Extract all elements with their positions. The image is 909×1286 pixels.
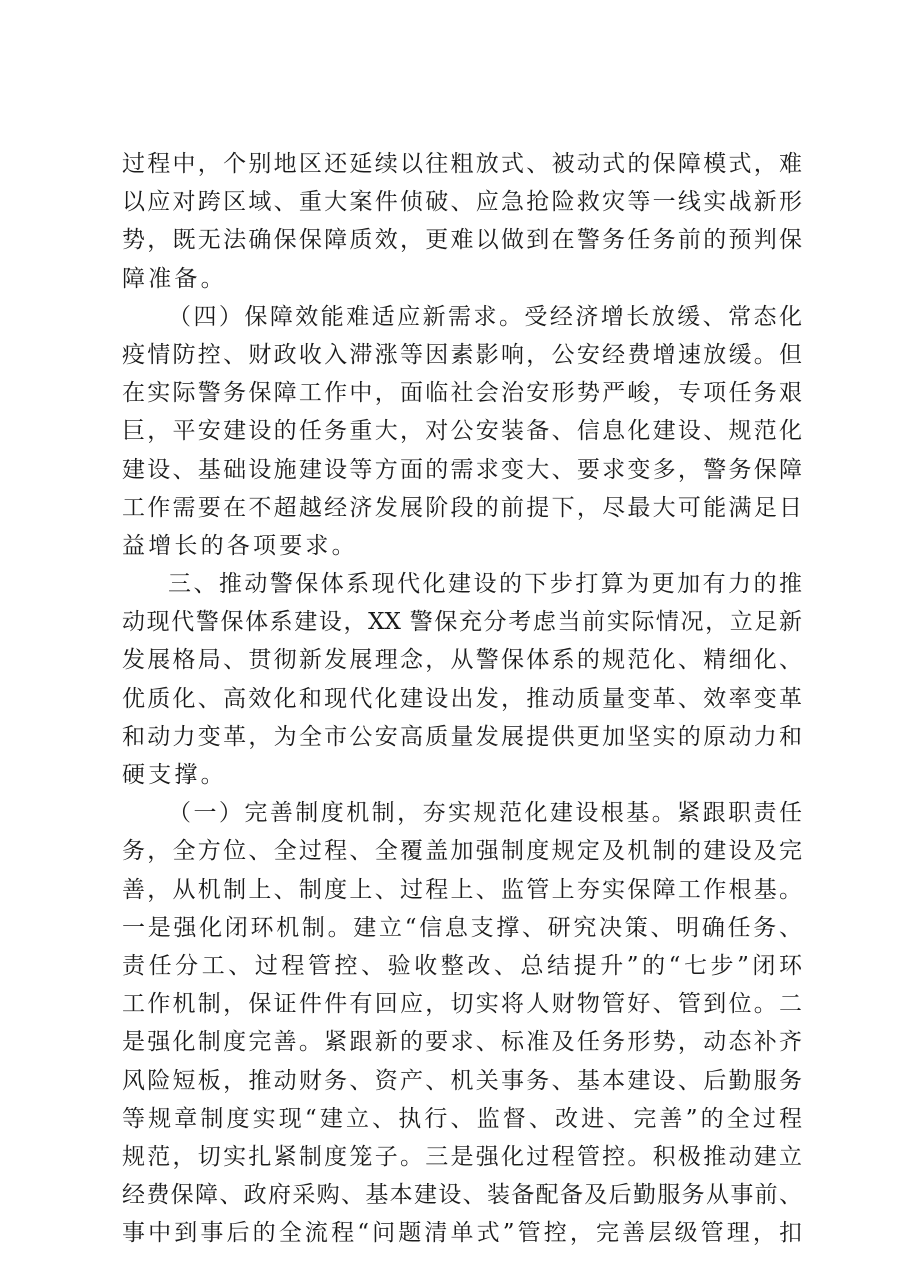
text-line: 责任分工、过程管控、验收整改、总结提升”的“七步”闭环 bbox=[122, 952, 802, 979]
text-line: 三、推动警保体系现代化建设的下步打算为更加有力的推 bbox=[168, 571, 802, 598]
text-line: 以应对跨区域、重大案件侦破、应急抢险救灾等一线实战新形 bbox=[122, 189, 802, 216]
document-body bbox=[122, 145, 802, 1252]
text-line: 动现代警保体系建设，XX 警保充分考虑当前实际情况，立足新 bbox=[122, 609, 802, 636]
text-line: 疫情防控、财政收入滞涨等因素影响，公安经费增速放缓。但 bbox=[122, 341, 802, 368]
text-line: 工作需要在不超越经济发展阶段的前提下，尽最大可能满足日 bbox=[122, 494, 802, 521]
text-line: 势，既无法确保保障质效，更难以做到在警务任务前的预判保 bbox=[122, 227, 802, 254]
text-line: 善，从机制上、制度上、过程上、监管上夯实保障工作根基。 bbox=[122, 876, 802, 903]
text-line: 规范，切实扎紧制度笼子。三是强化过程管控。积极推动建立 bbox=[122, 1143, 802, 1170]
text-line: 一是强化闭环机制。建立“信息支撑、研究决策、明确任务、 bbox=[122, 914, 802, 941]
text-line: 务，全方位、全过程、全覆盖加强制度规定及机制的建设及完 bbox=[122, 838, 802, 865]
text-line: 建设、基础设施建设等方面的需求变大、要求变多，警务保障 bbox=[122, 456, 802, 483]
text-line: 益增长的各项要求。 bbox=[122, 532, 358, 559]
text-line: 过程中，个别地区还延续以往粗放式、被动式的保障模式，难 bbox=[122, 151, 802, 177]
text-line: （四）保障效能难适应新需求。受经济增长放缓、常态化 bbox=[168, 303, 802, 330]
text-line: 工作机制，保证件件有回应，切实将人财物管好、管到位。二 bbox=[122, 991, 802, 1018]
text-line: 在实际警务保障工作中，面临社会治安形势严峻，专项任务艰 bbox=[122, 380, 802, 407]
text-line: 事中到事后的全流程“问题清单式”管控，完善层级管理，扣 bbox=[122, 1220, 802, 1247]
text-line: 巨，平安建设的任务重大，对公安装备、信息化建设、规范化 bbox=[122, 418, 802, 445]
text-line: 是强化制度完善。紧跟新的要求、标准及任务形势，动态补齐 bbox=[122, 1029, 802, 1056]
text-line: 障准备。 bbox=[122, 265, 227, 292]
text-line: （一）完善制度机制，夯实规范化建设根基。紧跟职责任 bbox=[168, 800, 802, 827]
text-line: 经费保障、政府采购、基本建设、装备配备及后勤服务从事前、 bbox=[122, 1182, 802, 1209]
text-line: 硬支撑。 bbox=[122, 762, 227, 788]
text-line: 等规章制度实现“建立、执行、监督、改进、完善”的全过程 bbox=[122, 1105, 802, 1132]
text-line: 发展格局、贯彻新发展理念，从警保体系的规范化、精细化、 bbox=[122, 647, 802, 674]
text-line: 风险短板，推动财务、资产、机关事务、基本建设、后勤服务 bbox=[122, 1067, 802, 1094]
text-line: 和动力变革，为全市公安高质量发展提供更加坚实的原动力和 bbox=[122, 723, 802, 750]
text-line: 优质化、高效化和现代化建设出发，推动质量变革、效率变革 bbox=[122, 685, 802, 712]
